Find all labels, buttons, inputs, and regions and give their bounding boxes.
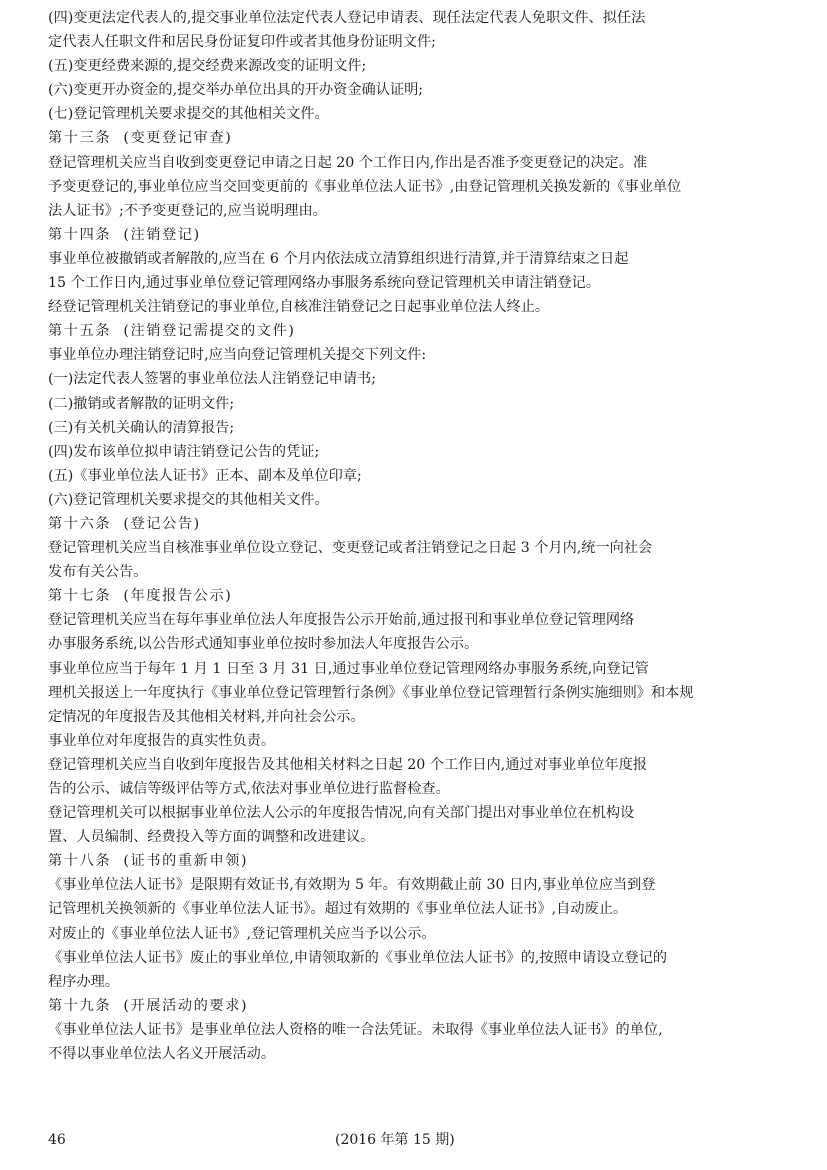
text-line: (六)登记管理机关要求提交的其他相关文件。 bbox=[48, 491, 329, 508]
text-line: (二)撤销或者解散的证明文件; bbox=[48, 395, 235, 412]
text-line: 办事服务系统,以公告形式通知事业单位按时参加法人年度报告公示。 bbox=[48, 636, 479, 653]
document-body bbox=[48, 6, 810, 1066]
text-line: 发布有关公告。 bbox=[48, 564, 148, 581]
text-line: 事业单位被撤销或者解散的,应当在 6 个月内依法成立清算组织进行清算,并于清算结束之日起 bbox=[48, 250, 629, 267]
text-line: 置、人员编制、经费投入等方面的调整和改进建议。 bbox=[48, 829, 375, 846]
text-line: 《事业单位法人证书》是事业单位法人资格的唯一合法凭证。未取得《事业单位法人证书》的单位, bbox=[48, 1021, 663, 1038]
text-line: 登记管理机关应当在每年事业单位法人年度报告公示开始前,通过报刊和事业单位登记管理网络 bbox=[48, 612, 635, 629]
page-number: 46 bbox=[48, 1132, 66, 1148]
article-heading: 第十九条 (开展活动的要求) bbox=[48, 997, 249, 1014]
article-heading: 第十三条 (变更登记审查) bbox=[48, 130, 233, 147]
issue-label: (2016 年第 15 期) bbox=[335, 1132, 455, 1148]
text-line: 法人证书》;不予变更登记的,应当说明理由。 bbox=[48, 202, 327, 219]
text-line: 予变更登记的,事业单位应当交回变更前的《事业单位法人证书》,由登记管理机关换发新的《事业单位 bbox=[48, 178, 682, 195]
page-footer bbox=[0, 1128, 827, 1152]
text-line: 不得以事业单位法人名义开展活动。 bbox=[48, 1046, 276, 1063]
text-line: (七)登记管理机关要求提交的其他相关文件。 bbox=[48, 106, 329, 123]
text-line: 事业单位办理注销登记时,应当向登记管理机关提交下列文件: bbox=[48, 347, 427, 364]
article-heading: 第十四条 (注销登记) bbox=[48, 226, 201, 243]
text-line: 记管理机关换领新的《事业单位法人证书》。超过有效期的《事业单位法人证书》,自动废止。 bbox=[48, 901, 628, 918]
text-line: 登记管理机关应当自收到年度报告及其他相关材料之日起 20 个工作日内,通过对事业单位年度报 bbox=[48, 756, 648, 773]
text-line: 事业单位对年度报告的真实性负责。 bbox=[48, 732, 276, 749]
text-line: 《事业单位法人证书》是限期有效证书,有效期为 5 年。有效期截止前 30 日内,事业单位应当到登 bbox=[48, 877, 656, 894]
text-line: 对废止的《事业单位法人证书》,登记管理机关应当予以公示。 bbox=[48, 925, 436, 942]
text-line: (一)法定代表人签署的事业单位法人注销登记申请书; bbox=[48, 371, 376, 388]
text-line: 登记管理机关应当自收到变更登记申请之日起 20 个工作日内,作出是否准予变更登记的决定。准 bbox=[48, 154, 648, 171]
text-line: 经登记管理机关注销登记的事业单位,自核准注销登记之日起事业单位法人终止。 bbox=[48, 299, 550, 316]
article-heading: 第十八条 (证书的重新申领) bbox=[48, 853, 249, 870]
text-line: 登记管理机关可以根据事业单位法人公示的年度报告情况,向有关部门提出对事业单位在机构设 bbox=[48, 805, 635, 822]
text-line: 15 个工作日内,通过事业单位登记管理网络办事服务系统向登记管理机关申请注销登记。 bbox=[48, 275, 601, 292]
text-line: 理机关报送上一年度执行《事业单位登记管理暂行条例》《事业单位登记管理暂行条例实施细则》和本规 bbox=[48, 684, 694, 701]
text-line: (五)变更经费来源的,提交经费来源改变的证明文件; bbox=[48, 58, 367, 75]
text-line: (五)《事业单位法人证书》正本、副本及单位印章; bbox=[48, 467, 362, 484]
text-line: (六)变更开办资金的,提交举办单位出具的开办资金确认证明; bbox=[48, 82, 424, 99]
text-line: 程序办理。 bbox=[48, 973, 119, 990]
article-heading: 第十七条 (年度报告公示) bbox=[48, 588, 233, 605]
text-line: 《事业单位法人证书》废止的事业单位,申请领取新的《事业单位法人证书》的,按照申请设立登记的 bbox=[48, 949, 668, 966]
text-line: 告的公示、诚信等级评估等方式,依法对事业单位进行监督检查。 bbox=[48, 781, 450, 797]
text-line: 定情况的年度报告及其他相关材料,并向社会公示。 bbox=[48, 708, 365, 725]
text-line: (四)发布该单位拟申请注销登记公告的凭证; bbox=[48, 443, 320, 460]
text-line: 登记管理机关应当自核准事业单位设立登记、变更登记或者注销登记之日起 3 个月内,统一向社会 bbox=[48, 540, 653, 557]
article-heading: 第十六条 (登记公告) bbox=[48, 515, 201, 532]
text-line: (三)有关机关确认的清算报告; bbox=[48, 419, 235, 436]
text-line: 事业单位应当于每年 1 月 1 日至 3 月 31 日,通过事业单位登记管理网络办事服务系统,向登记管 bbox=[48, 660, 649, 677]
article-heading: 第十五条 (注销登记需提交的文件) bbox=[48, 323, 296, 340]
text-line: (四)变更法定代表人的,提交事业单位法定代表人登记申请表、现任法定代表人免职文件、拟任法 bbox=[48, 10, 646, 26]
text-line: 定代表人任职文件和居民身份证复印件或者其他身份证明文件; bbox=[48, 34, 436, 51]
